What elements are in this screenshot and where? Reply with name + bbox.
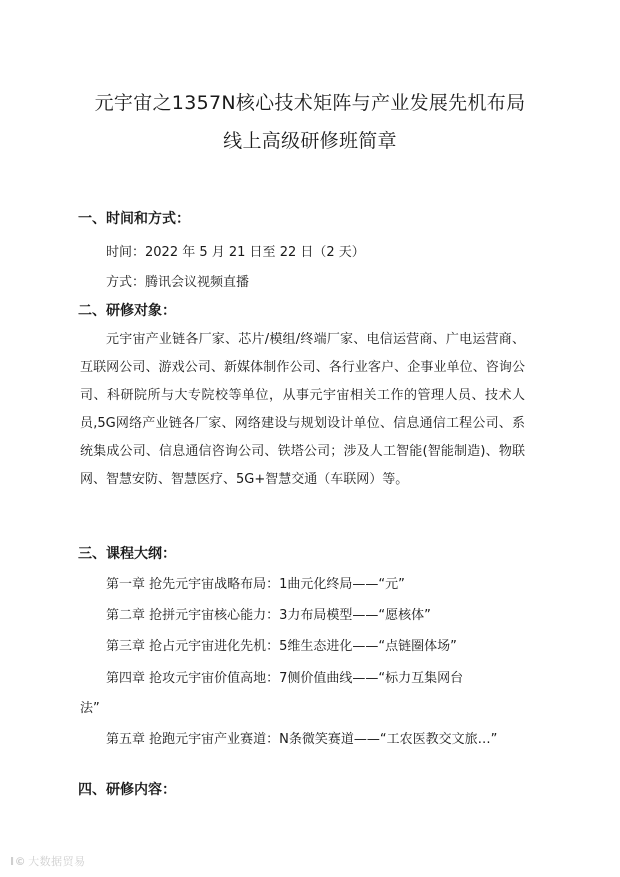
watermark-logo-icon: I© — [10, 855, 27, 868]
chapter-3: 第三章 抢占元宇宙进化先机：5维生态进化——“点链圈体场” — [106, 639, 457, 654]
chapter-1: 第一章 抢先元宇宙战略布局：1曲元化终局——“元” — [106, 577, 405, 592]
section-heading-time-method: 一、时间和方式： — [78, 211, 190, 227]
section-heading-content: 四、研修内容： — [78, 782, 176, 798]
time-text: 时间：2022 年 5 月 21 日至 22 日（2 天） — [106, 245, 365, 260]
document-title-line1: 元宇宙之1357N核心技术矩阵与产业发展先机布局 — [94, 92, 526, 114]
watermark-text: 大数据贸易 — [28, 855, 86, 868]
section-heading-outline: 三、课程大纲： — [78, 546, 176, 562]
chapter-4-continued: 法” — [80, 701, 100, 716]
method-text: 方式：腾讯会议视频直播 — [106, 275, 250, 290]
chapter-2: 第二章 抢拼元宇宙核心能力：3力布局模型——“愿核体” — [106, 608, 431, 623]
watermark — [10, 853, 86, 869]
chapter-4: 第四章 抢攻元宇宙价值高地：7侧价值曲线——“标力互集网台 — [106, 671, 464, 686]
section-heading-audience: 二、研修对象： — [78, 303, 176, 319]
chapter-5: 第五章 抢跑元宇宙产业赛道：N条微笑赛道——“工农医教交文旅…” — [106, 732, 498, 747]
audience-paragraph: 元宇宙产业链各厂家、芯片/模组/终端厂家、电信运营商、广电运营商、互联网公司、游戏公司、新媒体制作公司、各行业客户、企事业单位、咨询公司、科研院所与大专院校等单位，从事元宇宙相关工作的管理人员、技术人员,5G网络产业链各厂家、网络建设与规划设计单位、信息通信工程公司、系统集成公司、信息通信咨询公司、铁塔公司；涉及人工智能(智能制造)、物联网、智慧安防、智慧医疗、5G+智慧交通（车联网）等。 — [80, 332, 525, 487]
document-title-line2: 线上高级研修班简章 — [223, 130, 397, 152]
